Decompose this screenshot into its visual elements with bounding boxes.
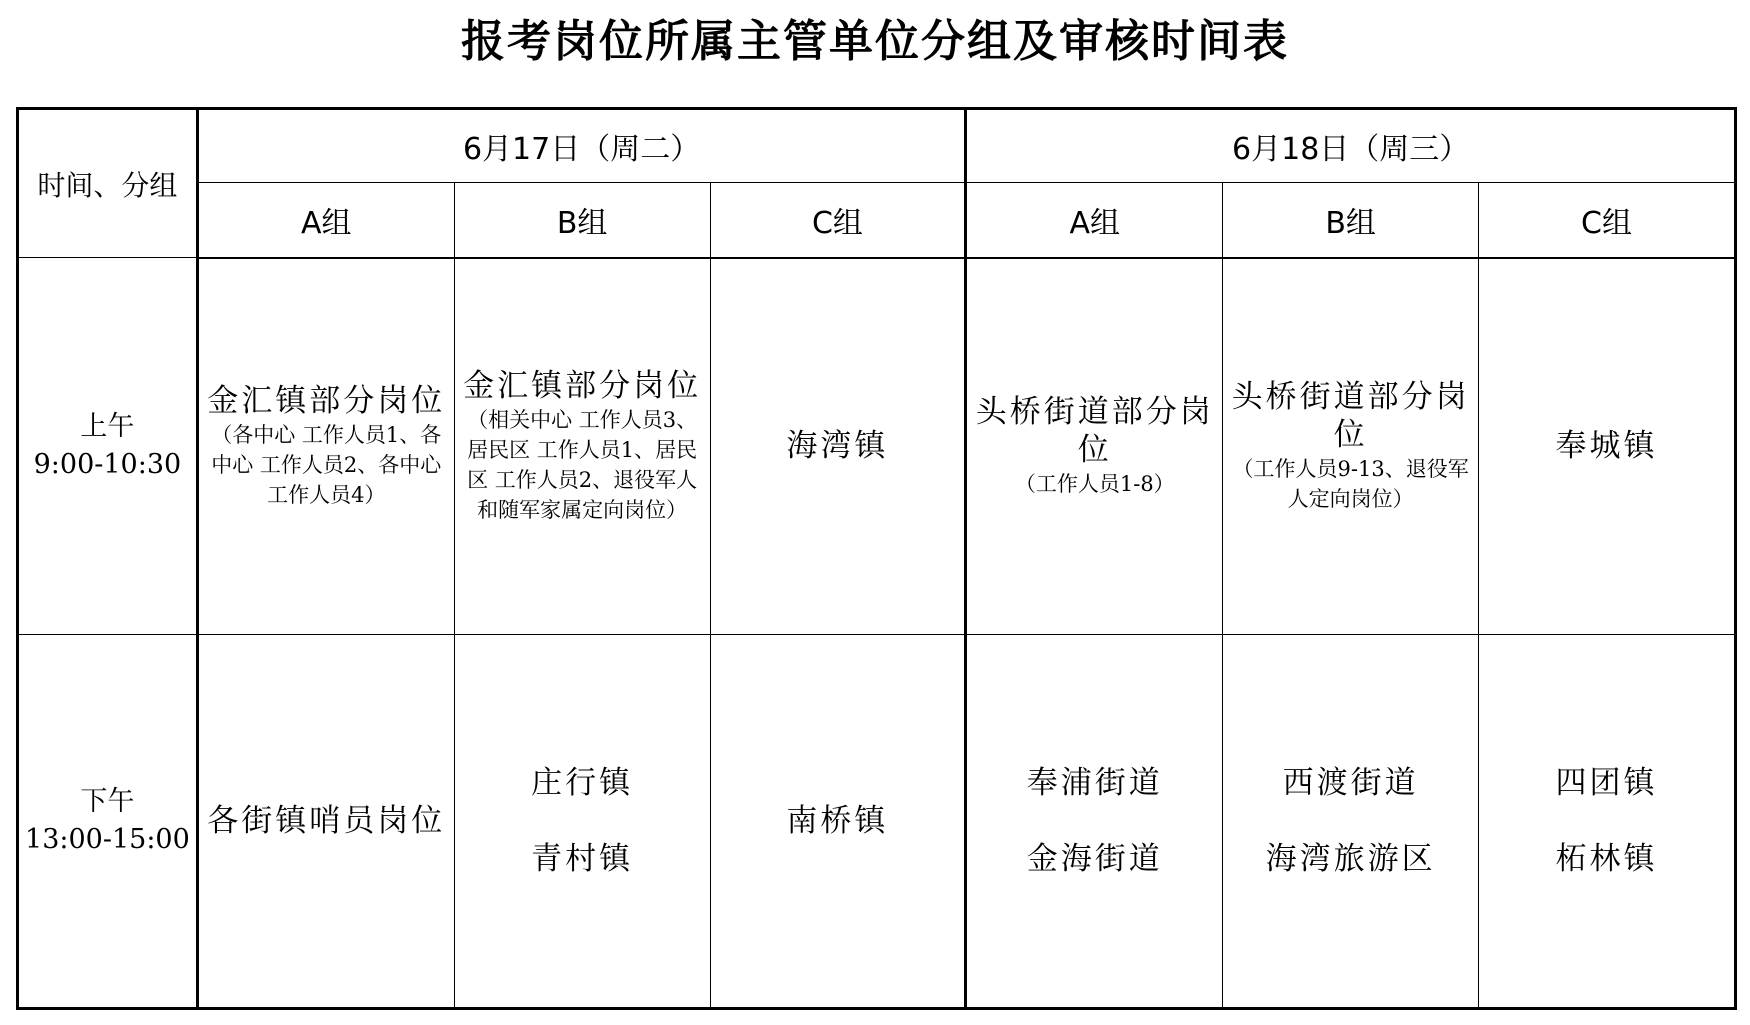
unit-name: 头桥街道部分岗位 xyxy=(975,394,1214,469)
schedule-cell xyxy=(197,634,454,1008)
time-cell-afternoon xyxy=(18,634,198,1008)
unit-detail: （相关中心 工作人员3、居民区 工作人员1、居民区 工作人员2、退役军人和随军家属定向岗位） xyxy=(467,408,698,523)
unit-name: 金海街道 xyxy=(1026,840,1163,877)
schedule-table xyxy=(16,107,1737,1010)
group-header: B组 xyxy=(1223,182,1479,257)
schedule-cell xyxy=(1223,258,1479,635)
schedule-cell xyxy=(197,258,454,635)
period-label: 下午 xyxy=(80,785,135,817)
schedule-cell xyxy=(966,634,1223,1008)
period-label: 上午 xyxy=(80,410,135,442)
unit-name: 奉浦街道 xyxy=(1026,764,1163,801)
schedule-cell xyxy=(966,258,1223,635)
afternoon-row xyxy=(18,634,1736,1008)
group-header: C组 xyxy=(710,182,966,257)
unit-name: 头桥街道部分岗位 xyxy=(1231,379,1470,454)
unit-detail: （各中心 工作人员1、各中心 工作人员2、各中心 工作人员4） xyxy=(211,423,442,508)
unit-name: 金汇镇部分岗位 xyxy=(207,383,446,420)
group-header: A组 xyxy=(197,182,454,257)
unit-name: 庄行镇 xyxy=(531,764,634,801)
date-header-day1: 6月17日（周二） xyxy=(197,109,966,183)
schedule-cell xyxy=(1479,258,1736,635)
unit-name: 南桥镇 xyxy=(786,802,889,839)
unit-detail: （工作人员1-8） xyxy=(1014,472,1175,497)
schedule-cell xyxy=(454,634,710,1008)
schedule-cell xyxy=(1223,634,1479,1008)
unit-detail: （工作人员9-13、退役军人定向岗位） xyxy=(1232,457,1469,512)
group-header: A组 xyxy=(966,182,1223,257)
unit-name: 金汇镇部分岗位 xyxy=(463,368,702,405)
date-header-day2: 6月18日（周三） xyxy=(966,109,1736,183)
unit-name: 柘林镇 xyxy=(1555,840,1658,877)
schedule-cell xyxy=(454,258,710,635)
schedule-cell xyxy=(1479,634,1736,1008)
unit-name: 海湾旅游区 xyxy=(1265,840,1436,877)
unit-name: 西渡街道 xyxy=(1282,764,1419,801)
corner-header: 时间、分组 xyxy=(18,109,198,258)
group-header: B组 xyxy=(454,182,710,257)
group-header: C组 xyxy=(1479,182,1736,257)
page-title: 报考岗位所属主管单位分组及审核时间表 xyxy=(461,16,1289,67)
time-range: 13:00-15:00 xyxy=(25,823,190,855)
schedule-cell xyxy=(710,634,966,1008)
time-range: 9:00-10:30 xyxy=(33,448,182,480)
schedule-cell xyxy=(710,258,966,635)
unit-name: 青村镇 xyxy=(531,840,634,877)
time-cell-morning xyxy=(18,258,198,635)
unit-name: 海湾镇 xyxy=(786,428,889,465)
unit-name: 四团镇 xyxy=(1555,764,1658,801)
morning-row xyxy=(18,258,1736,635)
unit-name: 奉城镇 xyxy=(1555,428,1658,465)
unit-name: 各街镇哨员岗位 xyxy=(207,802,446,839)
